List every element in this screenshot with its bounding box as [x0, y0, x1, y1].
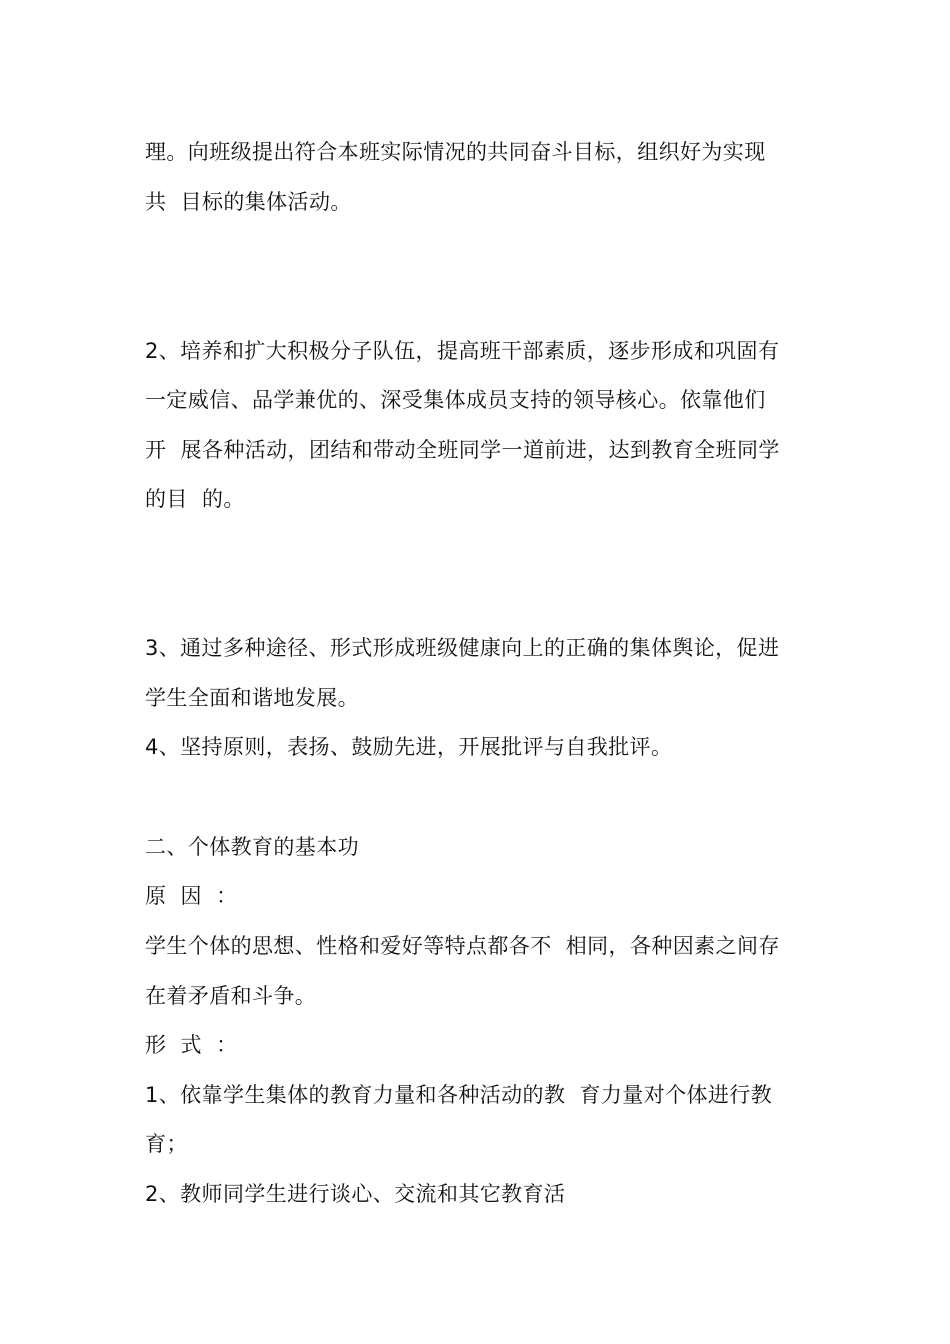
form-item-1-line-2: 育； — [145, 1132, 188, 1156]
paragraph-2-line-4: 的目 的。 — [145, 487, 245, 511]
paragraph-1-line-2: 共 目标的集体活动。 — [145, 190, 352, 214]
paragraph-1-line-1: 理。向班级提出符合本班实际情况的共同奋斗目标，组织好为实现 — [145, 140, 766, 164]
paragraph-3-line-1: 3、通过多种途径、形式形成班级健康向上的正确的集体舆论，促进 — [145, 636, 780, 660]
paragraph-2-line-1: 2、培养和扩大积极分子队伍，提高班干部素质，逐步形成和巩固有 — [145, 339, 780, 363]
paragraph-4-line-1: 4、坚持原则，表扬、鼓励先进，开展批评与自我批评。 — [145, 735, 673, 759]
paragraph-3-line-2: 学生全面和谐地发展。 — [145, 686, 359, 710]
reason-label: 原 因 ： — [145, 884, 238, 908]
form-label: 形 式 ： — [145, 1033, 238, 1057]
section-heading: 二、个体教育的基本功 — [145, 835, 359, 859]
reason-line-1: 学生个体的思想、性格和爱好等特点都各不 相同，各种因素之间存 — [145, 934, 780, 958]
reason-line-2: 在着矛盾和斗争。 — [145, 984, 317, 1008]
form-item-1-line-1: 1、依靠学生集体的教育力量和各种活动的教 育力量对个体进行教 — [145, 1083, 773, 1107]
paragraph-2-line-2: 一定威信、品学兼优的、深受集体成员支持的领导核心。依靠他们 — [145, 388, 766, 412]
paragraph-2-line-3: 开 展各种活动，团结和带动全班同学一道前进，达到教育全班同学 — [145, 438, 780, 462]
form-item-2-line-1: 2、教师同学生进行谈心、交流和其它教育活 — [145, 1182, 566, 1206]
